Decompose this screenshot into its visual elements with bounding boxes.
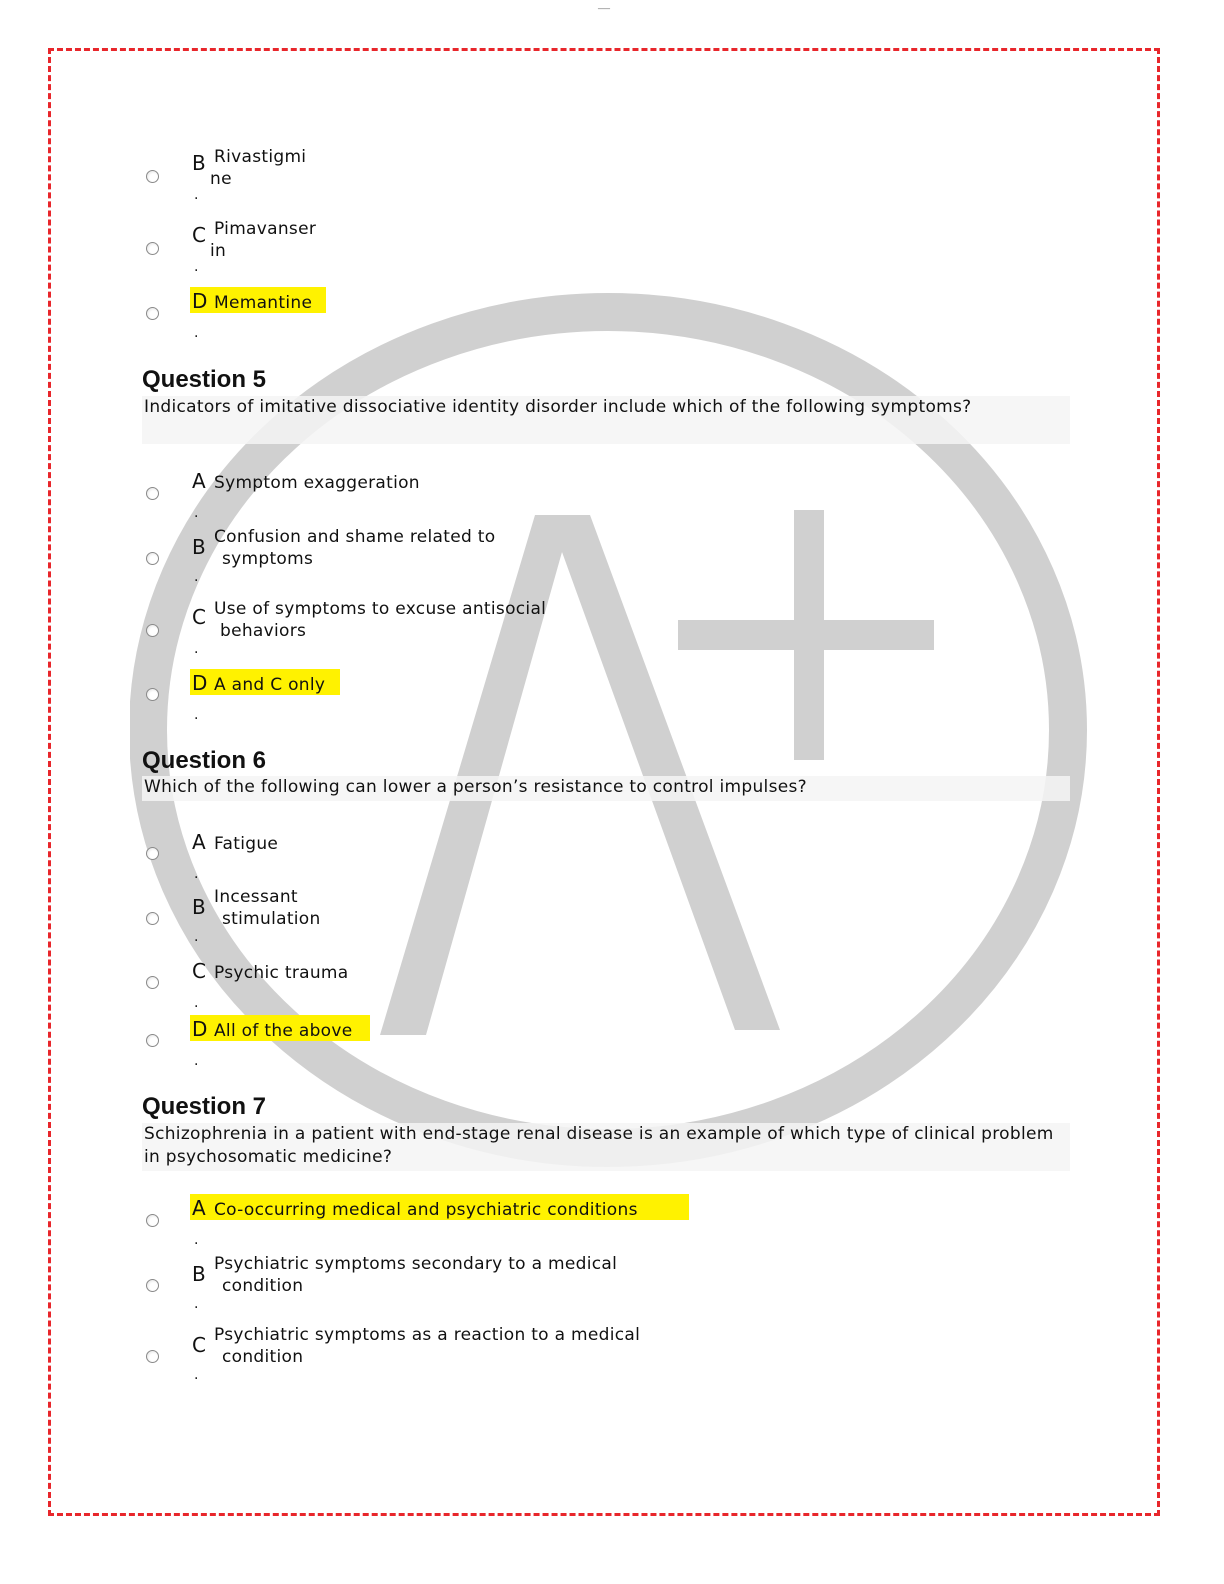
q5-option-d[interactable] (142, 672, 842, 732)
option-dot: . (194, 929, 199, 945)
radio-button[interactable] (146, 170, 159, 183)
radio-button[interactable] (146, 847, 159, 860)
q4-option-d[interactable] (142, 290, 842, 350)
question-7-text: Schizophrenia in a patient with end-stage renal disease is an example of which type of clinical problem in psychosomatic medicine? (142, 1123, 1070, 1171)
option-text-line1: Confusion and shame related to (214, 527, 496, 547)
q4-option-c[interactable] (142, 219, 842, 284)
q5-option-c[interactable] (142, 599, 842, 664)
option-text-line2: condition (222, 1347, 304, 1367)
option-letter: D (192, 289, 208, 313)
option-text-line1: Use of symptoms to excuse antisocial (214, 599, 547, 619)
q5-option-b[interactable] (142, 527, 842, 594)
option-text-line2: in (210, 241, 227, 261)
option-text-line2: ne (210, 169, 232, 189)
option-text-line1: Pimavanser (214, 219, 317, 239)
radio-button[interactable] (146, 487, 159, 500)
option-dot: . (194, 707, 199, 723)
radio-button[interactable] (146, 1279, 159, 1292)
q7-option-c[interactable] (142, 1325, 842, 1392)
option-dot: . (194, 866, 199, 882)
option-text-line1: Memantine (214, 293, 313, 313)
option-dot: . (194, 641, 199, 657)
q6-option-a[interactable] (142, 831, 842, 891)
radio-button[interactable] (146, 912, 159, 925)
option-text-line1: Psychiatric symptoms secondary to a medical (214, 1254, 618, 1274)
radio-button[interactable] (146, 688, 159, 701)
option-dot: . (194, 1367, 199, 1383)
option-letter: D (192, 671, 208, 695)
option-letter: B (192, 895, 206, 919)
option-text-line1: Symptom exaggeration (214, 473, 420, 493)
option-letter: B (192, 151, 206, 175)
q6-option-b[interactable] (142, 887, 842, 954)
q5-option-a[interactable] (142, 470, 842, 530)
question-6-text: Which of the following can lower a person’s resistance to control impulses? (142, 776, 1070, 801)
option-text-line1: Co-occurring medical and psychiatric conditions (214, 1200, 638, 1220)
radio-button[interactable] (146, 1034, 159, 1047)
header-mark: ___ (598, 0, 610, 9)
question-7-title: Question 7 (142, 1093, 267, 1120)
q6-option-c[interactable] (142, 960, 842, 1020)
q7-option-a[interactable] (142, 1197, 842, 1257)
option-text-line1: Rivastigmi (214, 147, 307, 167)
option-text-line2: stimulation (222, 909, 321, 929)
option-text-line2: condition (222, 1276, 304, 1296)
option-text-line1: Psychic trauma (214, 963, 349, 983)
option-letter: A (192, 830, 206, 854)
option-letter: B (192, 1262, 206, 1286)
q7-option-b[interactable] (142, 1254, 842, 1321)
radio-button[interactable] (146, 1214, 159, 1227)
option-letter: A (192, 1196, 206, 1220)
radio-button[interactable] (146, 976, 159, 989)
option-letter: C (192, 605, 206, 629)
option-text-line2: symptoms (222, 549, 314, 569)
radio-button[interactable] (146, 1350, 159, 1363)
radio-button[interactable] (146, 552, 159, 565)
question-5-text: Indicators of imitative dissociative identity disorder include which of the following symptoms? (142, 396, 1070, 444)
option-letter: C (192, 223, 206, 247)
radio-button[interactable] (146, 307, 159, 320)
option-dot: . (194, 505, 199, 521)
option-letter: C (192, 1333, 206, 1357)
radio-button[interactable] (146, 624, 159, 637)
q6-option-d[interactable] (142, 1018, 842, 1078)
option-letter: C (192, 959, 206, 983)
option-dot: . (194, 1053, 199, 1069)
option-text-line1: Incessant (214, 887, 298, 907)
option-dot: . (194, 187, 199, 203)
radio-button[interactable] (146, 242, 159, 255)
question-6-title: Question 6 (142, 747, 267, 774)
option-dot: . (194, 569, 199, 585)
option-letter: B (192, 535, 206, 559)
option-letter: A (192, 469, 206, 493)
option-dot: . (194, 259, 199, 275)
option-dot: . (194, 1232, 199, 1248)
q4-option-b[interactable] (142, 147, 842, 212)
option-dot: . (194, 1296, 199, 1312)
option-text-line1: All of the above (214, 1021, 353, 1041)
option-dot: . (194, 325, 199, 341)
option-text-line1: A and C only (214, 675, 326, 695)
option-text-line1: Fatigue (214, 834, 279, 854)
option-text-line1: Psychiatric symptoms as a reaction to a medical (214, 1325, 641, 1345)
question-5-title: Question 5 (142, 366, 267, 393)
option-letter: D (192, 1017, 208, 1041)
option-text-line2: behaviors (220, 621, 307, 641)
option-dot: . (194, 995, 199, 1011)
